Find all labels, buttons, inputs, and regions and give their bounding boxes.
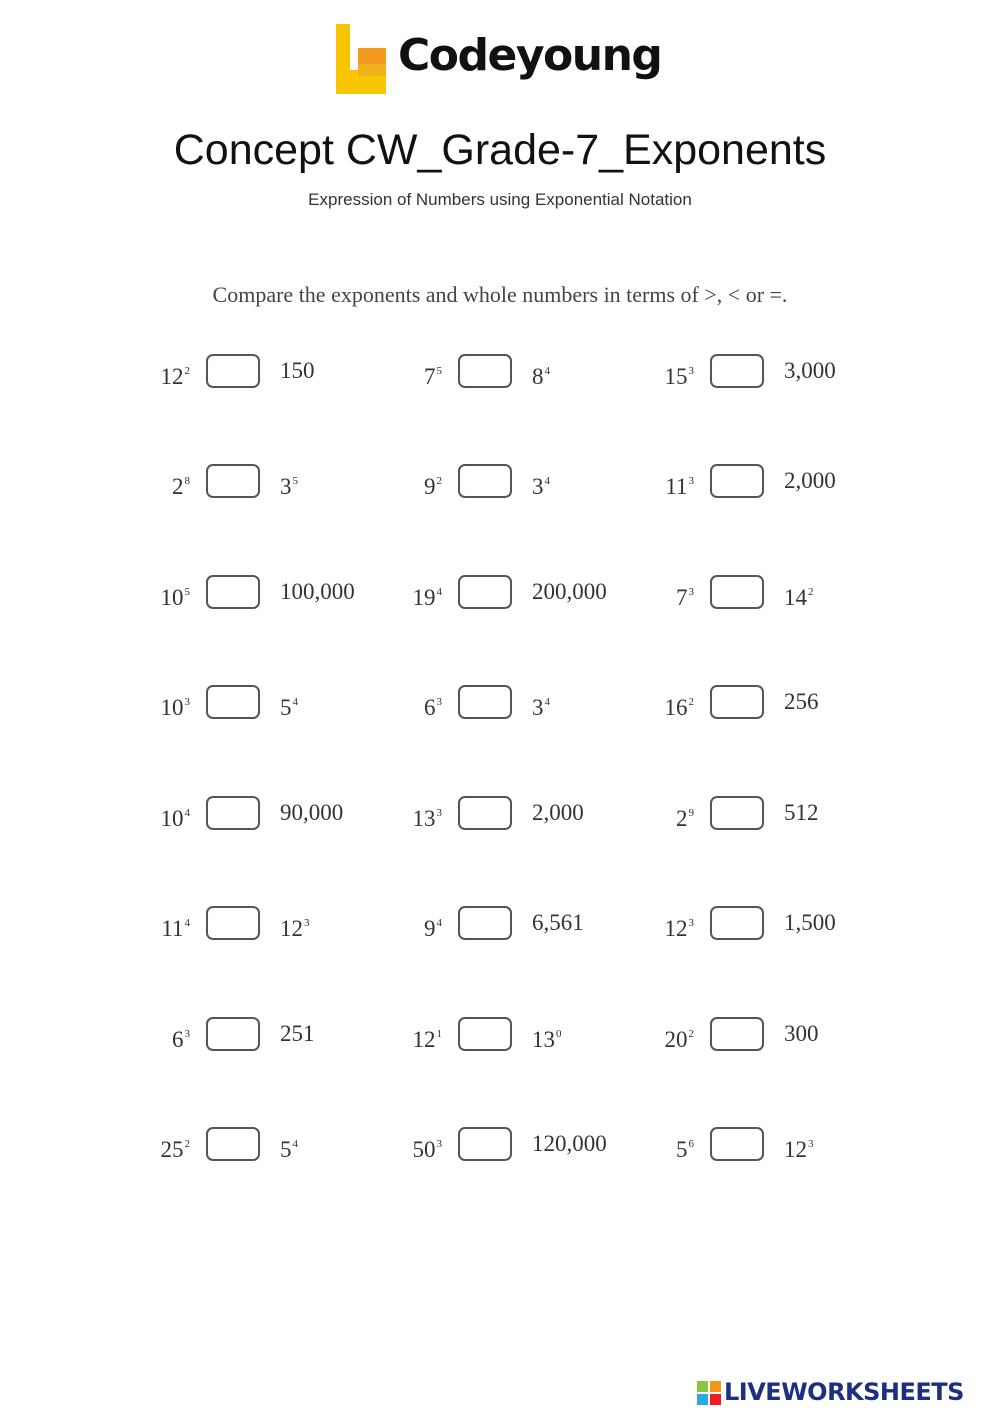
comparison-item (150, 461, 402, 501)
left-expression (150, 572, 190, 618)
comparison-item (654, 793, 906, 833)
left-expression-exponent: 2 (184, 1138, 190, 1150)
left-expression-base: 7 (676, 585, 688, 610)
right-expression-base: 1,500 (784, 910, 836, 935)
answer-box[interactable] (710, 685, 764, 719)
left-expression-exponent: 2 (688, 696, 694, 708)
answer-box[interactable] (458, 685, 512, 719)
answer-box[interactable] (458, 796, 512, 830)
right-expression-base: 256 (784, 689, 819, 714)
left-expression-exponent: 4 (436, 586, 442, 598)
left-expression (402, 903, 442, 949)
left-expression-base: 25 (160, 1137, 184, 1162)
answer-box[interactable] (710, 1017, 764, 1051)
right-expression-base: 2,000 (784, 468, 836, 493)
left-expression-base: 16 (664, 695, 688, 720)
right-expression-exponent: 4 (544, 365, 550, 377)
left-expression-exponent: 4 (436, 917, 442, 929)
left-expression-base: 7 (424, 364, 436, 389)
left-expression-exponent: 6 (688, 1138, 694, 1150)
left-expression (402, 1014, 442, 1060)
comparison-item (150, 903, 402, 943)
left-expression-exponent: 4 (184, 807, 190, 819)
answer-box[interactable] (206, 1127, 260, 1161)
left-expression-base: 19 (412, 585, 436, 610)
right-expression-exponent: 0 (556, 1028, 562, 1040)
comparison-item (402, 572, 654, 612)
left-expression-exponent: 3 (688, 475, 694, 487)
left-expression-exponent: 3 (688, 365, 694, 377)
right-expression (280, 1124, 298, 1170)
left-expression-base: 10 (160, 806, 184, 831)
left-expression-exponent: 9 (688, 807, 694, 819)
left-expression (150, 1124, 190, 1170)
comparison-item (402, 351, 654, 391)
comparison-item (654, 682, 906, 722)
right-expression-base: 14 (784, 585, 807, 610)
right-expression (280, 461, 298, 507)
comparison-item (402, 793, 654, 833)
right-expression (532, 903, 584, 943)
left-expression-exponent: 3 (436, 807, 442, 819)
left-expression-base: 11 (665, 474, 688, 499)
right-expression-base: 3 (532, 695, 544, 720)
left-expression-base: 20 (664, 1027, 688, 1052)
left-expression-exponent: 4 (184, 917, 190, 929)
right-expression-base: 300 (784, 1021, 819, 1046)
footer-brand: LIVEWORKSHEETS (724, 1378, 964, 1406)
left-expression-base: 15 (664, 364, 688, 389)
right-expression (784, 793, 819, 833)
answer-box[interactable] (206, 1017, 260, 1051)
comparison-item (654, 572, 906, 612)
left-expression-base: 5 (676, 1137, 688, 1162)
right-expression-exponent: 3 (808, 1138, 814, 1150)
left-expression (654, 1124, 694, 1170)
comparison-item (654, 903, 906, 943)
comparison-item (150, 1124, 402, 1164)
answer-box[interactable] (206, 354, 260, 388)
left-expression-exponent: 8 (184, 475, 190, 487)
answer-box[interactable] (458, 1017, 512, 1051)
right-expression-base: 3 (532, 474, 544, 499)
right-expression (784, 1014, 819, 1054)
left-expression-base: 11 (161, 916, 184, 941)
right-expression (784, 682, 819, 722)
answer-box[interactable] (458, 354, 512, 388)
answer-box[interactable] (710, 796, 764, 830)
right-expression-base: 12 (280, 916, 303, 941)
left-expression-exponent: 3 (436, 696, 442, 708)
left-expression (150, 351, 190, 397)
left-expression (150, 793, 190, 839)
right-expression (532, 1014, 562, 1060)
left-expression-exponent: 3 (184, 1028, 190, 1040)
right-expression-exponent: 5 (292, 475, 298, 487)
right-expression-base: 100,000 (280, 579, 355, 604)
right-expression (280, 572, 355, 612)
liveworksheets-logo-icon (697, 1381, 721, 1405)
comparison-item (654, 461, 906, 501)
left-expression (402, 1124, 442, 1170)
right-expression (784, 351, 836, 391)
comparison-item (654, 351, 906, 391)
right-expression-base: 8 (532, 364, 544, 389)
comparison-item (150, 682, 402, 722)
right-expression (532, 1124, 607, 1164)
comparison-item (402, 1124, 654, 1164)
right-expression (280, 351, 315, 391)
left-expression (150, 903, 190, 949)
right-expression-base: 120,000 (532, 1131, 607, 1156)
answer-box[interactable] (458, 464, 512, 498)
right-expression-base: 5 (280, 695, 292, 720)
left-expression (654, 572, 694, 618)
page-subtitle: Expression of Numbers using Exponential Notation (308, 190, 692, 209)
left-expression (654, 461, 694, 507)
right-expression (784, 1124, 814, 1170)
left-expression-base: 13 (412, 806, 436, 831)
page-title: Concept CW_Grade-7_Exponents (173, 126, 827, 174)
left-expression (654, 1014, 694, 1060)
left-expression-base: 2 (676, 806, 688, 831)
right-expression (280, 903, 310, 949)
left-expression-base: 6 (424, 695, 436, 720)
left-expression-base: 6 (172, 1027, 184, 1052)
left-expression-exponent: 2 (436, 475, 442, 487)
answer-box[interactable] (206, 575, 260, 609)
right-expression-exponent: 2 (808, 586, 814, 598)
left-expression-base: 2 (172, 474, 184, 499)
answer-box[interactable] (206, 464, 260, 498)
instruction-text: Compare the exponents and whole numbers in terms of >, < or =. (212, 282, 788, 307)
left-expression-exponent: 2 (184, 365, 190, 377)
left-expression-base: 12 (412, 1027, 436, 1052)
comparison-item (150, 793, 402, 833)
answer-box[interactable] (710, 1127, 764, 1161)
right-expression-exponent: 4 (544, 696, 550, 708)
right-expression-exponent: 4 (544, 475, 550, 487)
right-expression-base: 150 (280, 358, 315, 383)
right-expression (784, 903, 836, 943)
comparison-item (150, 351, 402, 391)
left-expression-exponent: 1 (436, 1028, 442, 1040)
left-expression-base: 9 (424, 916, 436, 941)
right-expression-base: 3,000 (784, 358, 836, 383)
left-expression (654, 351, 694, 397)
right-expression (280, 1014, 315, 1054)
left-expression (402, 461, 442, 507)
left-expression (402, 351, 442, 397)
right-expression-exponent: 4 (292, 1138, 298, 1150)
right-expression (532, 351, 550, 397)
left-expression-exponent: 2 (688, 1028, 694, 1040)
answer-box[interactable] (458, 575, 512, 609)
comparison-item (402, 461, 654, 501)
comparison-item (402, 1014, 654, 1054)
answer-box[interactable] (206, 685, 260, 719)
right-expression (532, 682, 550, 728)
left-expression-exponent: 5 (184, 586, 190, 598)
left-expression-exponent: 3 (688, 586, 694, 598)
left-expression-exponent: 3 (436, 1138, 442, 1150)
answer-box[interactable] (206, 906, 260, 940)
right-expression (280, 682, 298, 728)
answer-box[interactable] (710, 906, 764, 940)
left-expression (150, 461, 190, 507)
answer-box[interactable] (206, 796, 260, 830)
answer-box[interactable] (710, 575, 764, 609)
left-expression-exponent: 3 (184, 696, 190, 708)
right-expression (532, 461, 550, 507)
brand-name: Codeyoung (398, 30, 662, 81)
right-expression (532, 572, 607, 612)
right-expression (784, 572, 814, 618)
answer-box[interactable] (710, 464, 764, 498)
comparison-item (150, 1014, 402, 1054)
comparison-item (150, 572, 402, 612)
comparison-item (654, 1124, 906, 1164)
right-expression-base: 2,000 (532, 800, 584, 825)
right-expression-base: 6,561 (532, 910, 584, 935)
right-expression-base: 90,000 (280, 800, 344, 825)
left-expression (150, 682, 190, 728)
right-expression-exponent: 3 (304, 917, 310, 929)
left-expression (402, 682, 442, 728)
left-expression-base: 12 (664, 916, 688, 941)
right-expression-base: 5 (280, 1137, 292, 1162)
left-expression-base: 12 (160, 364, 184, 389)
right-expression (280, 793, 343, 833)
right-expression (784, 461, 836, 501)
left-expression-base: 10 (160, 585, 184, 610)
comparison-item (402, 903, 654, 943)
right-expression (532, 793, 584, 833)
left-expression (150, 1014, 190, 1060)
left-expression-exponent: 3 (688, 917, 694, 929)
left-expression (654, 793, 694, 839)
left-expression (654, 682, 694, 728)
comparison-item (402, 682, 654, 722)
right-expression-exponent: 4 (292, 696, 298, 708)
right-expression-base: 200,000 (532, 579, 607, 604)
left-expression (402, 572, 442, 618)
right-expression-base: 13 (532, 1027, 555, 1052)
left-expression-exponent: 5 (436, 365, 442, 377)
left-expression-base: 10 (160, 695, 184, 720)
answer-box[interactable] (710, 354, 764, 388)
liveworksheets-footer (697, 1378, 997, 1408)
answer-box[interactable] (458, 1127, 512, 1161)
comparison-item (654, 1014, 906, 1054)
left-expression (654, 903, 694, 949)
left-expression-base: 50 (412, 1137, 436, 1162)
answer-box[interactable] (458, 906, 512, 940)
left-expression-base: 9 (424, 474, 436, 499)
right-expression-base: 12 (784, 1137, 807, 1162)
right-expression-base: 251 (280, 1021, 315, 1046)
left-expression (402, 793, 442, 839)
right-expression-base: 3 (280, 474, 292, 499)
right-expression-base: 512 (784, 800, 819, 825)
